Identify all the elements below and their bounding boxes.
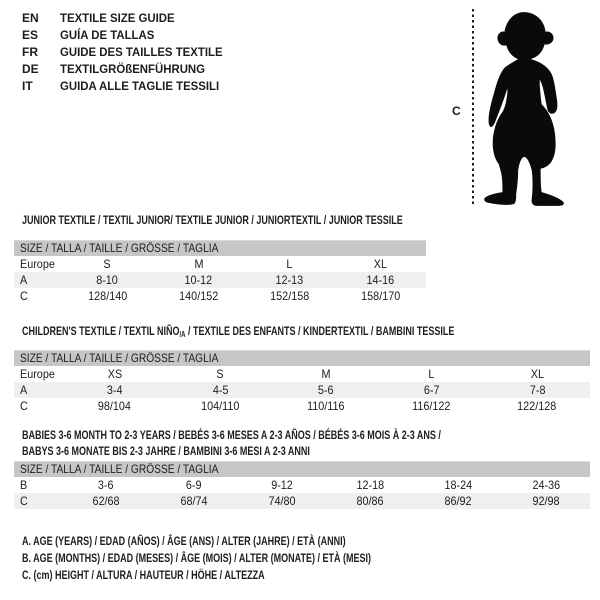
children-heading-suffix: / TEXTILE DES ENFANTS / KINDERTEXTIL / BAMBINI TESSILE <box>185 324 455 338</box>
table-cell: L <box>428 367 435 381</box>
height-measure-dotted-line <box>472 9 474 207</box>
table-cell: 98/104 <box>98 399 132 413</box>
table-row <box>14 288 426 304</box>
table-cell: 86/92 <box>444 494 472 508</box>
babies-heading-line1: BABIES 3-6 MONTH TO 2-3 YEARS / BEBÉS 3-6 MESES A 2-3 AÑOS / BÉBÉS 3-6 MOIS À 2-3 ANS / <box>22 428 441 442</box>
table-cell: 6-7 <box>423 383 440 397</box>
babies-heading-line2: BABYS 3-6 MONATE BIS 2-3 JAHRE / BAMBINI 3-6 MESI A 2-3 ANNI <box>22 444 310 458</box>
table-row <box>14 382 590 398</box>
junior-section-heading <box>22 212 530 228</box>
row-label: A <box>20 273 28 287</box>
table-cell: 68/74 <box>180 494 208 508</box>
language-code: IT <box>22 79 33 93</box>
table-cell: 3-6 <box>98 478 114 492</box>
children-heading-prefix: CHILDREN'S TEXTILE / TEXTIL NIÑO <box>22 324 180 338</box>
footnote-legend <box>22 533 487 584</box>
size-band-header: SIZE / TALLA / TAILLE / GRÖSSE / TAGLIA <box>14 461 590 477</box>
size-band-header: SIZE / TALLA / TAILLE / GRÖSSE / TAGLIA <box>14 240 426 256</box>
language-row-en <box>22 10 231 27</box>
row-label: Europe <box>20 257 55 271</box>
table-cell: M <box>321 367 331 381</box>
table-cell: 140/152 <box>178 289 219 303</box>
junior-size-table <box>14 240 426 304</box>
table-cell: XL <box>530 367 544 381</box>
table-row <box>14 272 426 288</box>
guide-title: TEXTILGRÖßENFÜHRUNG <box>60 62 206 76</box>
guide-title: GUÍA DE TALLAS <box>60 28 155 42</box>
children-section-heading <box>22 323 598 343</box>
guide-title: TEXTILE SIZE GUIDE <box>60 11 175 25</box>
table-row <box>14 256 426 272</box>
junior-heading-text: JUNIOR TEXTILE / TEXTIL JUNIOR/ TEXTILE JUNIOR / JUNIORTEXTIL / JUNIOR TESSILE <box>22 213 403 227</box>
table-cell: M <box>194 257 203 271</box>
row-label: A <box>20 383 28 397</box>
table-cell: 6-9 <box>186 478 202 492</box>
footnote-c: C. (cm) HEIGHT / ALTURA / HAUTEUR / HÖHE / ALTEZZA <box>22 568 265 582</box>
table-row <box>14 366 590 382</box>
height-measure-label: C <box>452 104 461 118</box>
table-cell: 128/140 <box>87 289 128 303</box>
table-cell: 80/86 <box>356 494 384 508</box>
language-code: DE <box>22 62 39 76</box>
table-cell: 24-36 <box>532 478 560 492</box>
table-cell: XL <box>373 257 388 271</box>
language-row-de <box>22 61 231 78</box>
size-band-header: SIZE / TALLA / TAILLE / GRÖSSE / TAGLIA <box>14 350 590 366</box>
language-row-es <box>22 27 231 44</box>
table-cell: 104/110 <box>201 399 240 413</box>
table-cell: 110/116 <box>307 399 345 413</box>
table-cell: 122/128 <box>517 399 557 413</box>
table-cell: 152/158 <box>269 289 310 303</box>
children-heading-subscript: /A <box>179 330 186 339</box>
table-cell: 18-24 <box>444 478 472 492</box>
baby-silhouette-icon <box>479 8 569 208</box>
guide-title: GUIDE DES TAILLES TEXTILE <box>60 45 223 59</box>
children-size-table <box>14 350 590 414</box>
table-cell: 3-4 <box>106 383 123 397</box>
language-row-fr <box>22 44 231 61</box>
table-cell: 116/122 <box>412 399 451 413</box>
row-label: C <box>20 289 28 303</box>
table-cell: 9-12 <box>271 478 293 492</box>
table-row <box>14 477 590 493</box>
language-row-it <box>22 78 231 95</box>
babies-section-heading <box>22 427 581 459</box>
row-label: Europe <box>20 367 55 381</box>
table-cell: 14-16 <box>366 273 395 287</box>
table-cell: 92/98 <box>532 494 560 508</box>
table-row <box>14 398 590 414</box>
row-label: B <box>20 478 28 492</box>
table-cell: 12-18 <box>356 478 384 492</box>
babies-size-table <box>14 461 590 509</box>
table-cell: 158/170 <box>360 289 401 303</box>
table-cell: 5-6 <box>318 383 334 397</box>
guide-title: GUIDA ALLE TAGLIE TESSILI <box>60 79 220 93</box>
language-code: EN <box>22 11 39 25</box>
table-cell: 12-13 <box>275 273 304 287</box>
table-cell: 7-8 <box>529 383 545 397</box>
table-cell: S <box>216 367 224 381</box>
language-code: ES <box>22 28 39 42</box>
table-cell: 62/68 <box>92 494 120 508</box>
table-cell: 4-5 <box>212 383 229 397</box>
language-code: FR <box>22 45 38 59</box>
footnote-a: A. AGE (YEARS) / EDAD (AÑOS) / ÂGE (ANS) / ALTER (JAHRE) / ETÀ (ANNI) <box>22 534 346 548</box>
table-row <box>14 493 590 509</box>
table-cell: 10-12 <box>184 273 213 287</box>
row-label: C <box>20 399 28 413</box>
table-cell: L <box>286 257 293 271</box>
table-cell: S <box>103 257 112 271</box>
row-label: C <box>20 494 28 508</box>
table-cell: XS <box>107 367 122 381</box>
table-cell: 74/80 <box>268 494 296 508</box>
language-title-list <box>22 10 231 95</box>
footnote-b: B. AGE (MONTHS) / EDAD (MESES) / ÂGE (MOIS) / ALTER (MONATE) / ETÀ (MESI) <box>22 551 371 565</box>
table-cell: 8-10 <box>96 273 119 287</box>
